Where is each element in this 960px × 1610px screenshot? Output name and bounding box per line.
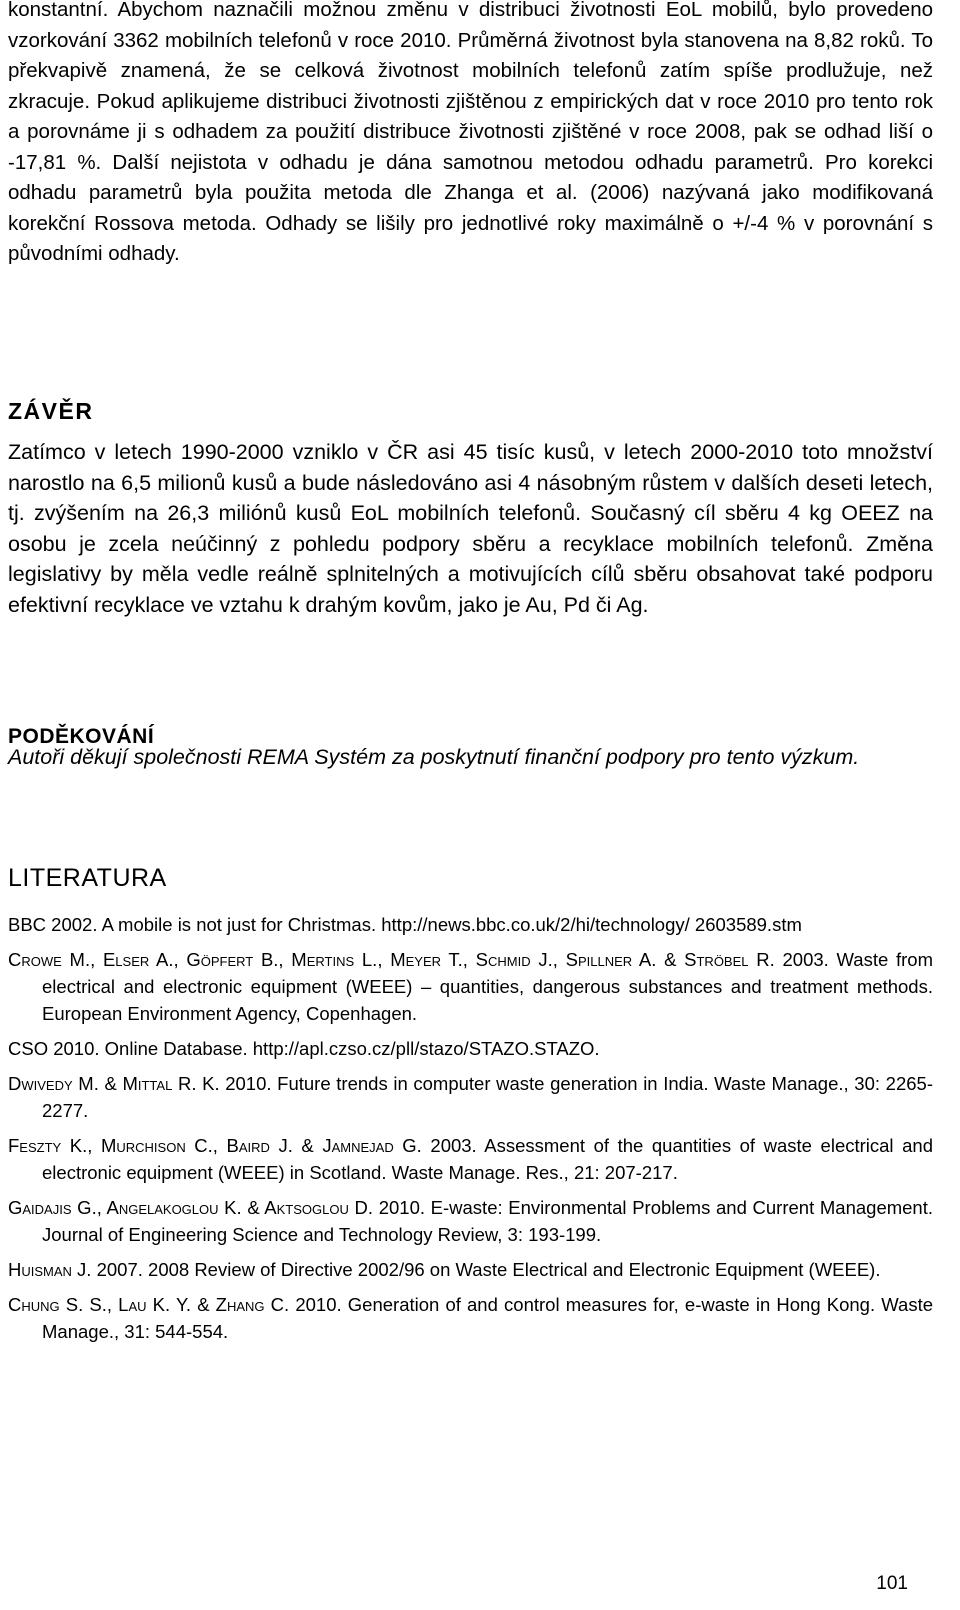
reference-authors: Dwivedy M. & Mittal R. K. (8, 1073, 220, 1094)
page-number: 101 (876, 1573, 908, 1594)
reference-list (8, 911, 933, 1353)
reference-item (8, 1256, 933, 1283)
intro-paragraph: konstantní. Abychom naznačili možnou změnu v distribuci životnosti EoL mobilů, bylo provedeno vzorkování 3362 mobilních telefonů v roce 2010. Průměrná životnost byla stanovena na 8,82 roků. To překvapivě znamená, že se celková životnost mobilních telefonů zatím spíše prodlužuje, než zkracuje. Pokud aplikujeme distribuci životnosti zjištěnou z empirických dat v roce 2010 pro tento rok a porovnáme ji s odhadem za použití distribuce životnosti zjištěné v roce 2008, pak se odhad liší o -17,81 %. Další nejistota v odhadu je dána samotnou metodou odhadu parametrů. Pro korekci odhadu parametrů byla použita metoda dle Zhanga et al. (2006) nazývaná jako modifikovaná korekční Rossova metoda. Odhady se lišily pro jednotlivé roky maximálně o +/-4 % v porovnání s původními odhady. (8, 0, 933, 265)
reference-item (8, 1194, 933, 1248)
conclusion-paragraph: Zatímco v letech 1990-2000 vzniklo v ČR asi 45 tisíc kusů, v letech 2000-2010 toto množství narostlo na 6,5 milionů kusů a bude následováno asi 4 násobným růstem v dalších deseti letech, tj. zvýšením na 26,3 miliónů kusů EoL mobilních telefonů. Současný cíl sběru 4 kg OEEZ na osobu je zcela neúčinný z pohledu podpory sběru a recyklace mobilních telefonů. Změna legislativy by měla vedle reálně splnitelných a motivujících cílů sběru obsahovat také podporu efektivní recyklace ve vztahu k drahým kovům, jako je Au, Pd či Ag. (8, 440, 933, 617)
reference-item (8, 911, 933, 938)
reference-item (8, 1291, 933, 1345)
reference-authors: Feszty K., Murchison C., Baird J. & Jamnejad G. (8, 1135, 422, 1156)
reference-authors: Chung S. S., Lau K. Y. & Zhang C. (8, 1294, 290, 1315)
reference-item (8, 946, 933, 1027)
reference-details: 2003. Assessment of the quantities of waste electrical and electronic equipment (WEEE) in Scotland. Waste Manage. Res., 21: 207-217. (42, 1135, 933, 1183)
reference-details: 2010. Future trends in computer waste generation in India. Waste Manage., 30: 2265-2277. (42, 1073, 933, 1121)
acknowledgement-heading: PODĚKOVÁNÍ (8, 725, 155, 748)
reference-details: 2010. E-waste: Environmental Problems and Current Management. Journal of Engineering Science and Technology Review, 3: 193-199. (42, 1197, 933, 1245)
reference-authors: Gaidajis G., Angelakoglou K. & Aktsoglou D. (8, 1197, 374, 1218)
reference-details: 2002. A mobile is not just for Christmas. http://news.bbc.co.uk/2/hi/technology/ 2603589.stm (46, 914, 802, 935)
reference-authors: BBC (8, 914, 47, 935)
reference-authors: Huisman J. (8, 1259, 92, 1280)
reference-item (8, 1070, 933, 1124)
reference-item (8, 1035, 933, 1062)
reference-authors: Crowe M., Elser A., Göpfert B., Mertins L., Meyer T., Schmid J., Spillner A. & Ströbel R. (8, 949, 775, 970)
reference-authors: CSO (8, 1038, 49, 1059)
reference-details: 2010. Online Database. http://apl.czso.cz/pll/stazo/STAZO.STAZO. (48, 1038, 600, 1059)
reference-details: 2003. Waste from electrical and electronic equipment (WEEE) – quantities, dangerous substances and treatment methods. European Environment Agency, Copenhagen. (42, 949, 933, 1024)
reference-details: 2007. 2008 Review of Directive 2002/96 on Waste Electrical and Electronic Equipment (WEEE). (91, 1259, 881, 1280)
reference-item (8, 1132, 933, 1186)
conclusion-heading: ZÁVĚR (8, 398, 94, 424)
references-heading: LITERATURA (8, 864, 167, 892)
acknowledgement-paragraph: Autoři děkují společnosti REMA Systém za poskytnutí finanční podpory pro tento výzkum. (8, 745, 860, 769)
reference-details: 2010. Generation of and control measures for, e-waste in Hong Kong. Waste Manage., 31: 544-554. (42, 1294, 933, 1342)
